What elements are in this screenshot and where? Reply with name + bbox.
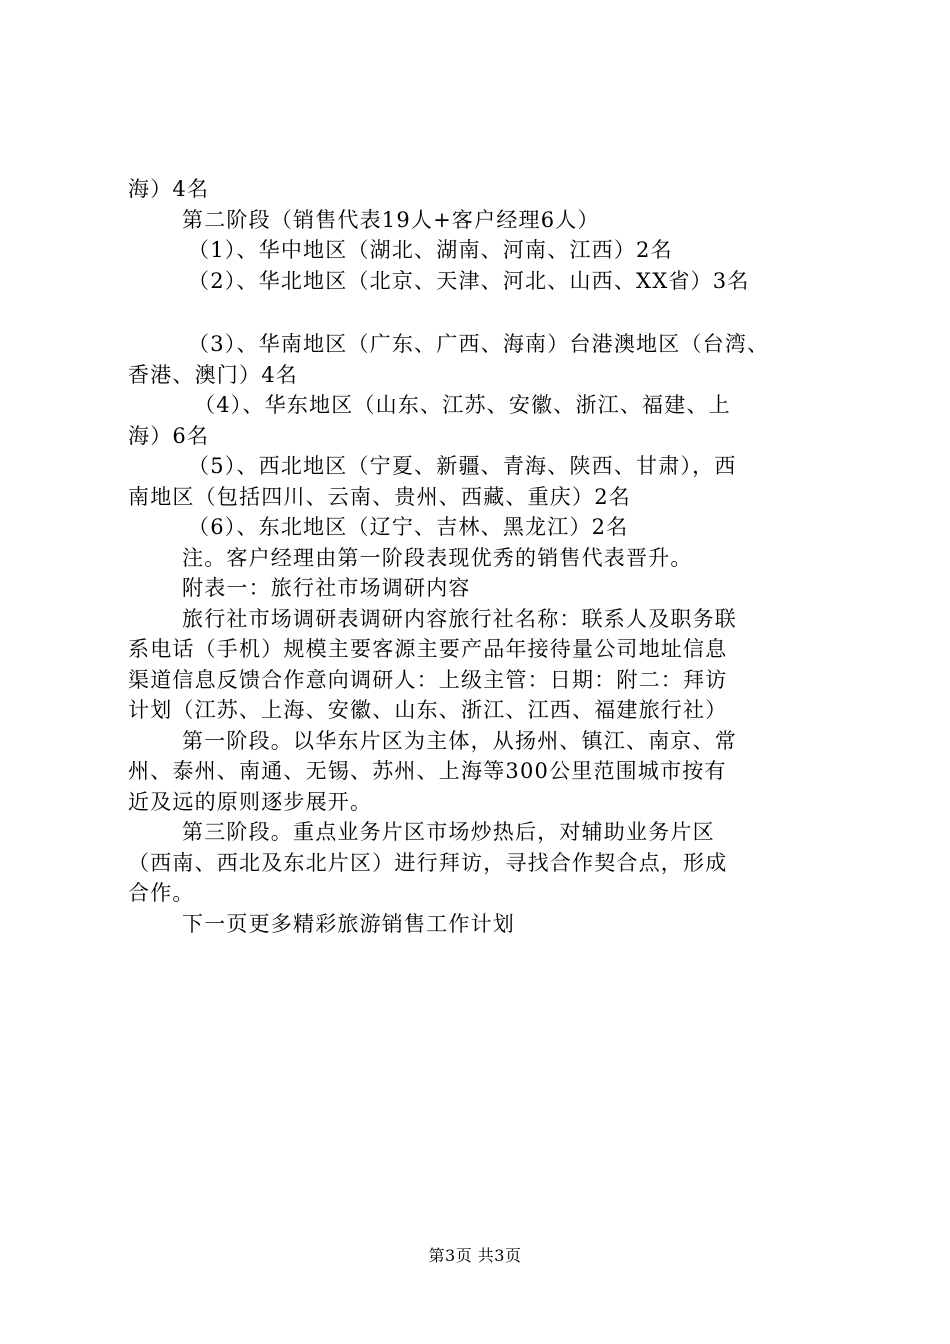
region-item-4-cont: 海）6名 <box>128 423 210 448</box>
stage-one-paragraph-1: 第一阶段。以华东片区为主体，从扬州、镇江、南京、常 <box>182 728 737 753</box>
stage-one-paragraph-2: 州、泰州、南通、无锡、苏州、上海等300公里范围城市按有 <box>128 759 727 783</box>
region-item-5-cont: 南地区（包括四川、云南、贵州、西藏、重庆）2名 <box>128 484 631 509</box>
next-page-link[interactable]: 下一页更多精彩旅游销售工作计划 <box>182 911 515 936</box>
stage-three-paragraph-1: 第三阶段。重点业务片区市场炒热后，对辅助业务片区 <box>182 820 715 844</box>
region-item-2: （2）、华北地区（北京、天津、河北、山西、XX省）3名 <box>188 268 750 293</box>
region-item-3-cont: 香港、澳门）4名 <box>128 362 298 387</box>
survey-paragraph-2: 系电话（手机）规模主要客源主要产品年接待量公司地址信息 <box>128 637 728 661</box>
stage-one-paragraph-3: 近及远的原则逐步展开。 <box>128 789 373 814</box>
document-body <box>128 174 842 939</box>
region-item-4: （4）、华东地区（山东、江苏、安徽、浙江、福建、上 <box>194 393 731 417</box>
note-line: 注。客户经理由第一阶段表现优秀的销售代表晋升。 <box>182 545 693 570</box>
region-item-6: （6）、东北地区（辽宁、吉林、黑龙江）2名 <box>188 515 629 539</box>
region-item-3: （3）、华南地区（广东、广西、海南）台港澳地区（台湾、 <box>188 332 770 356</box>
text-line-1: 海）4名 <box>128 177 210 201</box>
stage-two-heading: 第二阶段（销售代表19人+客户经理6人） <box>182 207 600 232</box>
survey-paragraph-3: 渠道信息反馈合作意向调研人：上级主管：日期：附二：拜访 <box>128 667 728 692</box>
page-footer: 第3页 共3页 <box>428 1246 522 1265</box>
appendix-one-title: 附表一：旅行社市场调研内容 <box>182 576 471 600</box>
blank-gap <box>128 296 842 329</box>
stage-three-paragraph-2: （西南、西北及东北片区）进行拜访，寻找合作契合点，形成 <box>128 850 728 875</box>
region-item-5: （5）、西北地区（宁夏、新疆、青海、陕西、甘肃），西 <box>188 454 737 478</box>
survey-paragraph-1: 旅行社市场调研表调研内容旅行社名称：联系人及职务联 <box>182 606 737 631</box>
survey-paragraph-4: 计划（江苏、上海、安徽、山东、浙江、江西、福建旅行社） <box>128 698 728 722</box>
stage-three-paragraph-3: 合作。 <box>128 881 195 905</box>
region-item-1: （1）、华中地区（湖北、湖南、河南、江西）2名 <box>188 238 673 262</box>
